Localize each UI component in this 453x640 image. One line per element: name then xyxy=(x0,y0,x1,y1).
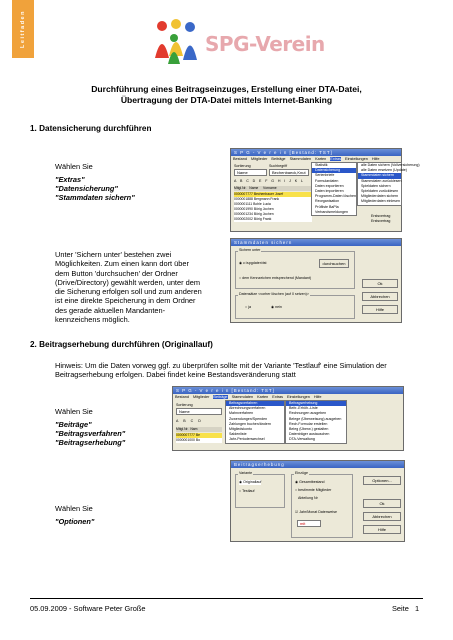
table-row[interactable]: 0000001000 Bo xyxy=(176,438,222,443)
letter-d[interactable]: D xyxy=(252,179,257,183)
menu-einstellungen[interactable]: Einstellungen xyxy=(287,395,310,399)
menu-hilfe[interactable]: Hilfe xyxy=(313,395,322,399)
letter-g[interactable]: G xyxy=(271,179,276,183)
menu-beitraege[interactable]: Beiträge xyxy=(213,395,228,399)
document-title-line-2: Übertragung der DTA-Datei mittels Internet-Banking xyxy=(120,95,333,105)
right-row: Erstsvertrag xyxy=(371,219,391,223)
submenu-item-stammdaten-sichern[interactable]: Stammdaten sichern xyxy=(358,173,401,178)
menu-item-export[interactable]: Daten exportieren xyxy=(315,183,344,188)
footer-page-number: 1 xyxy=(415,604,420,613)
right-row: Erstsvertrag xyxy=(371,214,391,218)
letter-e[interactable]: E xyxy=(259,179,263,183)
radio-nein[interactable]: ◉ nein xyxy=(271,305,282,309)
menu-item-loeschen[interactable]: Programm-Daten löschen xyxy=(315,194,356,199)
section1-path-1: "Extras" xyxy=(55,175,85,184)
table-row[interactable]: 0000002002 Börig Frank xyxy=(234,217,312,222)
submenu-item[interactable]: Spieldaten sichern xyxy=(361,183,391,188)
section1-path-3: "Stammdaten sichern" xyxy=(55,193,135,202)
sort-select[interactable]: Name xyxy=(176,408,222,415)
menu-beitraege[interactable]: Beiträge xyxy=(271,157,286,161)
submenu-item[interactable]: Beitr.-Erhöh.-Liste xyxy=(289,406,318,411)
menu-item-import[interactable]: Daten importieren xyxy=(315,189,344,194)
document-title-line-1: Durchführung eines Beitragseinzuges, Erstellung einer DTA-Datei, xyxy=(91,84,362,94)
letter-b[interactable]: B xyxy=(240,179,244,183)
sort-label: Sortierung xyxy=(234,164,251,168)
menu-item[interactable]: Abrechnungsverfahren xyxy=(229,406,266,411)
options-button[interactable]: Optionen... xyxy=(363,476,401,485)
section1-description-line: (Drive/Directory) gewählt werden, unter dem xyxy=(55,277,200,287)
table-row[interactable]: 0000007777 Bechenbauer Josef xyxy=(234,192,312,197)
table-header: Mitgl.Nr. Nam xyxy=(176,427,222,432)
delete-group-label: Datensätze <vorher löschen (auf 0 setzen)> xyxy=(239,292,309,296)
dialog-title: Stammdaten sichern xyxy=(231,239,401,246)
einzuege-label: Einzüge xyxy=(295,471,308,475)
letter-k[interactable]: K xyxy=(294,179,299,183)
footer-rule xyxy=(30,598,423,599)
screenshot-beitraege-menu xyxy=(172,386,404,451)
letter-j[interactable]: J xyxy=(289,179,293,183)
menu-hilfe[interactable]: Hilfe xyxy=(371,157,380,161)
menu-karten[interactable]: Karten xyxy=(315,157,327,161)
ok-button[interactable]: Ok xyxy=(362,279,398,288)
menu-item-reorganisation[interactable]: Reorganisation xyxy=(315,199,340,204)
radio-gesamtbestand[interactable]: ◉ Gesamtbestand xyxy=(295,480,325,484)
side-tab xyxy=(12,0,34,58)
section2-path2-1: "Optionen" xyxy=(55,517,95,526)
letter-bar xyxy=(234,179,304,184)
section2-path1-2: "Beitragsverfahren" xyxy=(55,429,126,438)
submenu-item[interactable]: Beleg (Überw.) gestalten xyxy=(289,427,329,432)
menu-item-statistik[interactable]: Statistik xyxy=(315,163,328,167)
menu-mitglieder[interactable]: Mitglieder xyxy=(192,395,210,399)
letter-a[interactable]: A xyxy=(176,419,181,423)
menu-bestand[interactable]: Bestand xyxy=(233,157,247,161)
cancel-button[interactable]: Abbrechen xyxy=(363,512,401,521)
submenu-item-beitragserhebung[interactable]: Beitragserhebung xyxy=(286,401,346,406)
search-input[interactable]: Bechenbaeck,Knut xyxy=(269,169,309,176)
datensicherung-submenu xyxy=(357,162,420,206)
window-title: S P G - V e r e i n [Bestand: TST] xyxy=(231,149,401,156)
help-button[interactable]: Hilfe xyxy=(363,525,401,534)
logo xyxy=(150,18,350,66)
col-mitgl: Mitgl.Nr. xyxy=(234,186,247,190)
menu-item-datensicherung[interactable]: Datensicherung xyxy=(312,168,356,173)
menu-item-pruefliste[interactable]: Prüfliste BaPla xyxy=(315,204,339,209)
table-header xyxy=(234,186,312,191)
menu-item-verbandsmeldungen[interactable]: Verbandsmeldungen xyxy=(315,209,348,214)
beitragsverfahren-submenu xyxy=(285,400,347,444)
letter-c[interactable]: C xyxy=(246,179,251,183)
sort-select[interactable]: Name xyxy=(234,169,267,176)
jahr-input[interactable]: mit xyxy=(297,520,321,527)
section2-path1-1: "Beiträge" xyxy=(55,420,92,429)
submenu-item[interactable]: Belege (Überweisung) ausgeben xyxy=(289,416,342,421)
screenshot-stammdaten-dialog xyxy=(230,238,402,323)
section1-description-line: des gerade aktuellen Mandanten- xyxy=(55,305,166,315)
radio-testlauf[interactable]: ○ Testlauf xyxy=(239,489,255,493)
section1-description-line: Unter 'Sichern unter' bestehen zwei xyxy=(55,250,172,259)
submenu-item[interactable]: DTA-Verwaltung xyxy=(289,437,315,442)
menu-extras[interactable]: Extras xyxy=(330,157,342,161)
ok-button[interactable]: Ok xyxy=(363,499,401,508)
letter-bar xyxy=(176,419,203,424)
menu-item[interactable]: Saldenliste xyxy=(229,432,247,437)
table-row[interactable]: 0000001111 Bohle Lucia xyxy=(234,202,312,207)
menu-einstellungen[interactable]: Einstellungen xyxy=(345,157,368,161)
menu-stammdaten[interactable]: Stammdaten xyxy=(231,395,254,399)
submenu-item[interactable]: Datenträger austauschen xyxy=(289,432,330,437)
screenshot-extras-menu xyxy=(230,148,420,232)
logo-figures-icon xyxy=(150,18,202,66)
section1-description-line: dem Button 'durchsuchen' der Ordner xyxy=(55,268,178,278)
radio-mandant[interactable]: ○ dem Kennzeichen entsprechend (Mandant) xyxy=(239,276,312,280)
footer-page-label: Seite xyxy=(392,604,409,613)
menu-item[interactable]: Mahnverfahren xyxy=(229,411,254,416)
section2-hint-line-1: Hinweis: Um die Daten vorweg ggf. zu überprüfen sollte mit der Variante 'Testlauf' eine Simulation der xyxy=(55,361,387,370)
menu-stammdaten[interactable]: Stammdaten xyxy=(289,157,312,161)
checkbox-jahr[interactable]: ☑ Jahr/Monat Datenweise xyxy=(295,510,337,514)
menu-item[interactable]: Jahr-Periodenwechsel xyxy=(229,437,265,442)
save-group-label: Sichern unter xyxy=(239,248,261,252)
table-row[interactable]: 0000007777 Be xyxy=(176,433,222,438)
col-name: Name xyxy=(249,186,259,190)
cancel-button[interactable]: Abbrechen xyxy=(362,292,398,301)
letter-b[interactable]: B xyxy=(183,419,188,423)
letter-l[interactable]: L xyxy=(300,179,305,183)
section1-choose: Wählen Sie xyxy=(55,162,93,171)
menu-item-serienbriefe[interactable]: Serienbriefe xyxy=(315,173,335,178)
menu-extras[interactable]: Extras xyxy=(272,395,284,399)
letter-f[interactable]: F xyxy=(265,179,269,183)
submenu-item[interactable]: Spieldaten zurücklesen xyxy=(361,189,399,194)
footer-page xyxy=(392,604,419,613)
beitraege-dropdown xyxy=(225,400,285,444)
submenu-item[interactable]: alle Daten ersetzen (Update) xyxy=(361,168,407,173)
menu-mitglieder[interactable]: Mitglieder xyxy=(250,157,268,161)
menu-karten[interactable]: Karten xyxy=(257,395,269,399)
extras-dropdown xyxy=(311,162,357,216)
logo-text: SPG-Verein xyxy=(205,32,325,56)
section1-description-line: die Sicherung erfolgen soll und zum anderen xyxy=(55,287,202,297)
window-title: S P G - V e r e i n [Bestand: TST] xyxy=(173,387,403,394)
letter-h[interactable]: H xyxy=(277,179,282,183)
menu-item-beitragsverfahren[interactable]: Beitragsverfahren xyxy=(226,401,284,406)
section1-description-line: Möglichkeiten. Zum einen kann dort über xyxy=(55,259,189,269)
menu-item[interactable]: Mitgliedskonto xyxy=(229,427,252,432)
submenu-item[interactable]: alle Daten sichern (Vollversicherung) xyxy=(361,163,420,167)
section1-description-line: ist eine direkte Speicherung in dem Ordner xyxy=(55,296,196,306)
submenu-item[interactable]: Mitgliederdaten einlesen xyxy=(361,199,400,204)
side-tab-label: Leitfaden xyxy=(20,10,26,48)
submenu-item[interactable]: Rech.Formular erstellen xyxy=(289,421,328,426)
table-row[interactable]: 0000001990 Börig Jochen xyxy=(234,207,312,212)
table-row[interactable]: 0000001888 Bergmann Frank xyxy=(234,197,312,202)
browse-button[interactable]: durchsuchen xyxy=(319,259,349,268)
submenu-item[interactable]: Rechnungen ausgeben xyxy=(289,411,327,416)
section1-path-2: "Datensicherung" xyxy=(55,184,118,193)
letter-i[interactable]: I xyxy=(284,179,287,183)
section2-heading: 2. Beitragserhebung durchführen (Originallauf) xyxy=(30,340,213,349)
search-label: Suchbegriff xyxy=(269,164,288,168)
section1-description xyxy=(55,250,220,324)
footer-left: 05.09.2009 - Software Peter Große xyxy=(30,604,146,613)
menu-bestand[interactable]: Bestand xyxy=(175,395,189,399)
radio-bestimmte[interactable]: ○ bestimmte Mitglieder xyxy=(295,488,332,492)
radio-originallauf[interactable]: ◉ Originallauf xyxy=(239,480,262,484)
section2-hint-line-2: Beitragserhebung erfolgen. Dabei findet keine Bestandsveränderung statt xyxy=(55,370,296,379)
letter-a[interactable]: A xyxy=(234,179,238,183)
menu-item[interactable]: Zuwendungen/Spenden xyxy=(229,416,268,421)
delete-group xyxy=(235,295,355,319)
help-button[interactable]: Hilfe xyxy=(362,305,398,314)
section1-heading: 1. Datensicherung durchführen xyxy=(30,124,152,133)
letter-d[interactable]: D xyxy=(198,419,203,423)
save-group xyxy=(235,251,355,289)
section2-path1-3: "Beitragserhebung" xyxy=(55,438,126,447)
screenshot-beitragserhebung-dialog xyxy=(230,460,405,542)
col-vorname: Vorname xyxy=(263,186,277,190)
submenu-item[interactable]: Mitgliederdaten sichern xyxy=(361,194,399,199)
section1-description-line: kennzeichens möglich. xyxy=(55,315,130,325)
variante-label: Variante xyxy=(239,471,253,475)
radio-ja[interactable]: ○ ja xyxy=(245,305,251,309)
sort-label: Sortierung xyxy=(176,403,193,407)
radio-path[interactable]: ◉ c:\spgdaten\tst xyxy=(239,261,267,265)
menu-item-formulardaten[interactable]: Formulardaten xyxy=(315,178,339,183)
abteilung-label: Abteilung Nr xyxy=(298,496,318,500)
table-row[interactable]: 0000001234 Börig Jochen xyxy=(234,212,312,217)
section2-choose-1: Wählen Sie xyxy=(55,407,93,416)
section2-choose-2: Wählen Sie xyxy=(55,504,93,513)
dialog-title: Beitragserhebung xyxy=(231,461,404,468)
letter-c[interactable]: C xyxy=(190,419,196,423)
menu-item[interactable]: Zahlungen buchen/ändern xyxy=(229,421,271,426)
submenu-item[interactable]: Stammdaten zurücklesen xyxy=(361,178,402,183)
